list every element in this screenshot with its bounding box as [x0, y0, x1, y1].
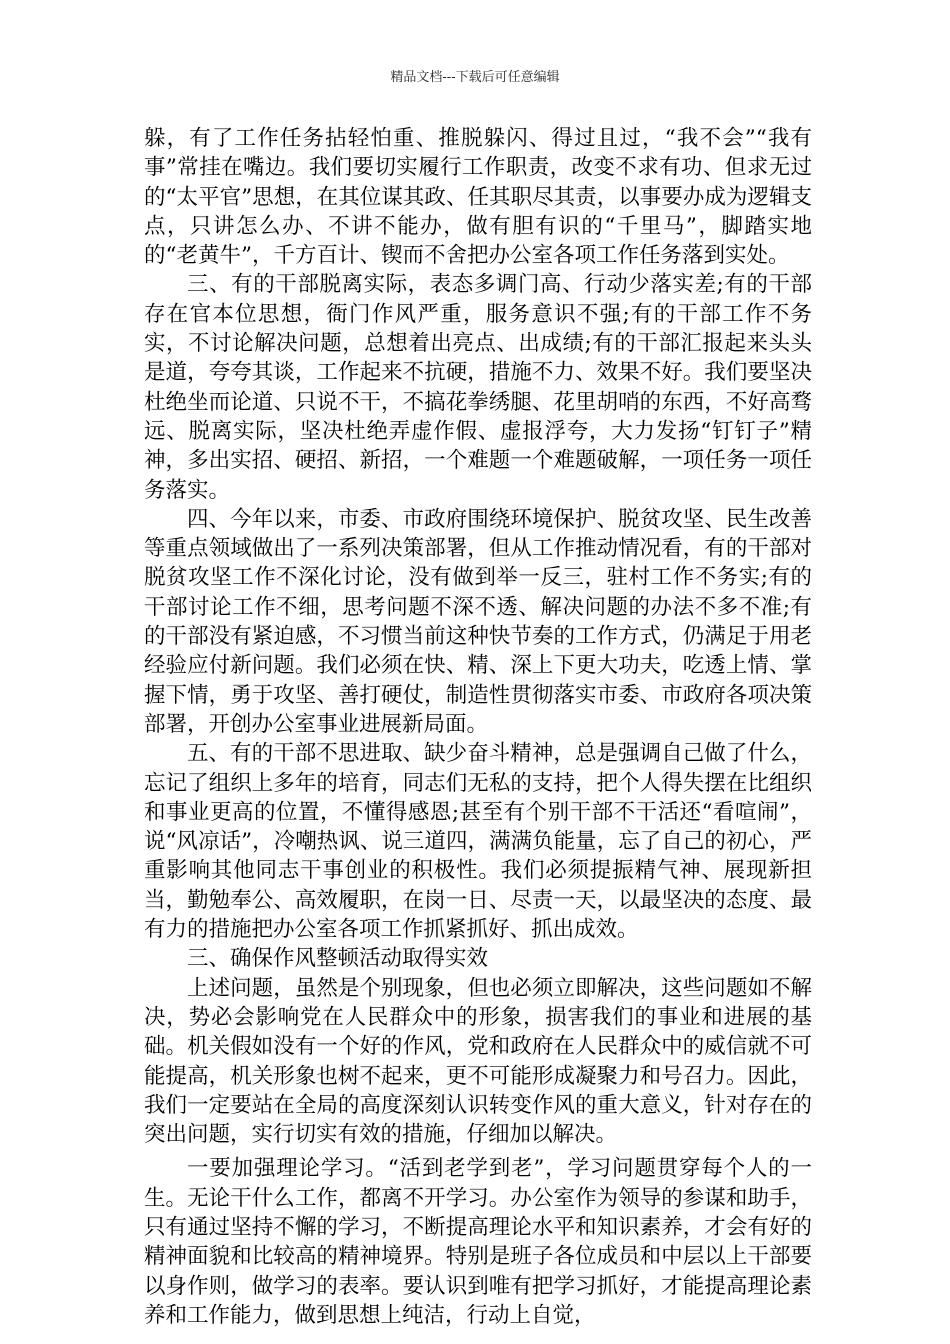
- paragraph-theory-study: 一要加强理论学习。“活到老学到老”，学习问题贯穿每个人的一生。无论干什么工作，都离不开学习。办公室作为领导的参谋和助手，只有通过坚持不懈的学习，不断提高理论水平和知识素养，才会有好的精神面貌和比较高的精神境界。特别是班子各位成员和中层以上干部要以身作则，做学习的表率。要认识到唯有把学习抓好，才能提高理论素养和工作能力，做到思想上纯洁，行动上自觉，: [144, 1156, 812, 1328]
- page-header: 精品文档---下载后可任意编辑: [390, 70, 560, 85]
- paragraph-point-five: 五、有的干部不思进取、缺少奋斗精神，总是强调自己做了什么，忘记了组织上多年的培育，同志们无私的支持，把个人得失摆在比组织和事业更高的位置，不懂得感恩;甚至有个别干部不干活还“看喧闹”，说“风凉话”，冷嘲热讽、说三道四，满满负能量，忘了自己的初心，严重影响其他同志干事创业的积极性。我们必须提振精气神、展现新担当，勤勉奉公、高效履职，在岗一日、尽责一天，以最坚决的态度、最有力的措施把办公室各项工作抓紧抓好、抓出成效。: [144, 741, 812, 943]
- document-body: [144, 124, 812, 1330]
- paragraph-section-intro: 上述问题，虽然是个别现象，但也必须立即解决，这些问题如不解决，势必会影响党在人民群众中的形象，损害我们的事业和进展的基础。机关假如没有一个好的作风，党和政府在人民群众中的威信就不可能提高，机关形象也树不起来，更不可能形成凝聚力和号召力。因此，我们一定要站在全局的高度深刻认识转变作风的重大意义，针对存在的突出问题，实行切实有效的措施，仔细加以解决。: [144, 975, 812, 1148]
- section-heading: 三、确保作风整顿活动取得实效: [187, 946, 489, 972]
- paragraph-continued: 躲，有了工作任务拈轻怕重、推脱躲闪、得过且过，“我不会”“我有事”常挂在嘴边。我们要切实履行工作职责，改变不求有功、但求无过的“太平官”思想，在其位谋其政、任其职尽其责，以事要办成为逻辑支点，只讲怎么办、不讲不能办，做有胆有识的“千里马”，脚踏实地的“老黄牛”，千方百计、锲而不舍把办公室各项工作任务落到实处。: [144, 126, 812, 269]
- paragraph-point-three: 三、有的干部脱离实际，表态多调门高、行动少落实差;有的干部存在官本位思想，衙门作风严重，服务意识不强;有的干部工作不务实，不讨论解决问题，总想着出亮点、出成绩;有的干部汇报起来头头是道，夸夸其谈，工作起来不抗硬，措施不力、效果不好。我们要坚决杜绝坐而论道、只说不干，不搞花拳绣腿、花里胡哨的东西，不好高骛远、脱离实际，坚决杜绝弄虚作假、虚报浮夸，大力发扬“钉钉子”精神，多出实招、硬招、新招，一个难题一个难题破解，一项任务一项任务落实。: [144, 272, 812, 503]
- paragraph-point-four: 四、今年以来，市委、市政府围绕环境保护、脱贫攻坚、民生改善等重点领域做出了一系列决策部署，但从工作推动情况看，有的干部对脱贫攻坚工作不深化讨论，没有做到举一反三，驻村工作不务实;有的干部讨论工作不细，思考问题不深不透、解决问题的办法不多不准;有的干部没有紧迫感，不习惯当前这种快节奏的工作方式，仍满足于用老经验应付新问题。我们必须在快、精、深上下更大功夫，吃透上情、掌握下情，勇于攻坚、善打硬仗，制造性贯彻落实市委、市政府各项决策部署，开创办公室事业进展新局面。: [144, 506, 812, 737]
